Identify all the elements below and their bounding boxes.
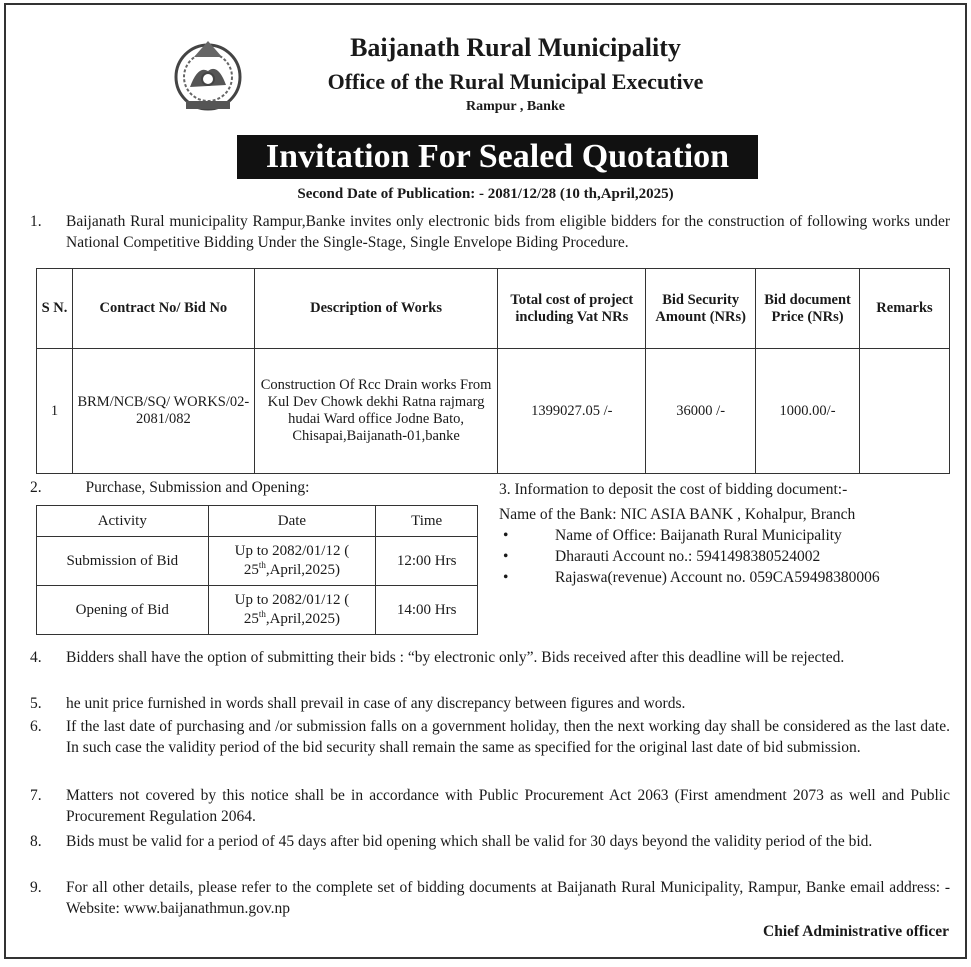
cell-sn: 1 [37, 349, 73, 474]
item-5 [30, 693, 950, 714]
table-header-row [37, 506, 478, 537]
table-header-row [37, 269, 950, 349]
cell-date: Up to 2082/01/12 ( 25th,April,2025) [208, 586, 376, 635]
table-row [37, 537, 478, 586]
header-contract: Contract No/ Bid No [72, 269, 254, 349]
header-description: Description of Works [254, 269, 498, 349]
cell-doc-price: 1000.00/- [756, 349, 860, 474]
list-item: • Name of Office: Baijanath Rural Municipality [499, 525, 880, 546]
header [6, 31, 965, 131]
item-3 [499, 479, 880, 588]
signature: Chief Administrative officer [763, 923, 949, 940]
cell-bid-security: 36000 /- [646, 349, 756, 474]
header-date: Date [208, 506, 376, 537]
item-text: he unit price furnished in words shall prevail in case of any discrepancy between figures and words. [66, 695, 686, 712]
item-number: 2. [30, 479, 42, 496]
item-number: 7. [30, 787, 42, 804]
cell-description: Construction Of Rcc Drain works From Kul Dev Chowk dekhi Ratna rajmarg hudai Ward office Jodne Bato, Chisapai,Baijanath-01,banke [254, 349, 498, 474]
header-time: Time [376, 506, 478, 537]
office-subtitle: Office of the Rural Municipal Executive [327, 69, 704, 94]
item-number: 1. [30, 213, 42, 230]
item-9 [30, 877, 950, 919]
list-item: • Dharauti Account no.: 5941498380524002 [499, 546, 880, 567]
table-row [37, 586, 478, 635]
table-row [37, 349, 950, 474]
list-item: • Rajaswa(revenue) Account no. 059CA59498380006 [499, 567, 880, 588]
bank-name: Name of the Bank: NIC ASIA BANK , Kohalpur, Branch [499, 506, 856, 523]
item-text: Baijanath Rural municipality Rampur,Banke invites only electronic bids from eligible bidders for the construction of following works under National Competitive Bidding Under the Single-Stage, Single Envelope Biding Procedure. [66, 213, 950, 251]
item-7 [30, 785, 950, 827]
item-number: 8. [30, 833, 42, 850]
cell-date: Up to 2082/01/12 ( 25th,April,2025) [208, 537, 376, 586]
notice-banner: Invitation For Sealed Quotation [237, 135, 758, 179]
cell-total-cost: 1399027.05 /- [498, 349, 646, 474]
header-activity: Activity [37, 506, 209, 537]
works-table [36, 268, 950, 474]
item-text: If the last date of purchasing and /or submission falls on a government holiday, then the next working day shall be considered as the last date. In such case the validity period of the bid security shall remain the same as specified for the original last date of bid submission. [66, 718, 950, 756]
header-total-cost: Total cost of project including Vat NRs [498, 269, 646, 349]
account-list [499, 525, 880, 588]
header-remarks: Remarks [860, 269, 950, 349]
item-text: For all other details, please refer to the complete set of bidding documents at Baijanath Rural Municipality, Rampur, Banke email address: -Website: www.baijanathmun.gov.np [66, 879, 950, 917]
publication-date: Second Date of Publication: - 2081/12/28 (10 th,April,2025) [297, 186, 674, 202]
header-sn: S N. [37, 269, 73, 349]
item-3-title: 3. Information to deposit the cost of bidding document:- [499, 481, 848, 498]
item-text: Bids must be valid for a period of 45 days after bid opening which shall be valid for 30 days beyond the validity period of the bid. [66, 833, 873, 850]
item-text: Bidders shall have the option of submitting their bids : “by electronic only”. Bids received after this deadline will be rejected. [66, 649, 845, 666]
header-bid-security: Bid Security Amount (NRs) [646, 269, 756, 349]
item-number: 4. [30, 649, 42, 666]
cell-contract: BRM/NCB/SQ/ WORKS/02-2081/082 [72, 349, 254, 474]
cell-activity: Submission of Bid [37, 537, 209, 586]
item-number: 9. [30, 879, 42, 896]
item-number: 6. [30, 718, 42, 735]
cell-time: 12:00 Hrs [376, 537, 478, 586]
item-number: 5. [30, 695, 42, 712]
municipality-title: Baijanath Rural Municipality [350, 33, 681, 62]
cell-remarks [860, 349, 950, 474]
item-4 [30, 647, 950, 668]
notice-page [4, 3, 967, 959]
item-6 [30, 716, 950, 758]
location-text: Rampur , Banke [466, 99, 565, 114]
item-text: Purchase, Submission and Opening: [85, 479, 310, 496]
item-text: Matters not covered by this notice shall be in accordance with Public Procurement Act 2063 (First amendment 2073 as well and Public Procurement Regulation 2064. [66, 787, 950, 825]
activity-table [36, 505, 478, 635]
item-2 [30, 479, 309, 497]
item-8 [30, 831, 950, 852]
header-doc-price: Bid document Price (NRs) [756, 269, 860, 349]
item-1 [30, 211, 950, 253]
cell-activity: Opening of Bid [37, 586, 209, 635]
cell-time: 14:00 Hrs [376, 586, 478, 635]
